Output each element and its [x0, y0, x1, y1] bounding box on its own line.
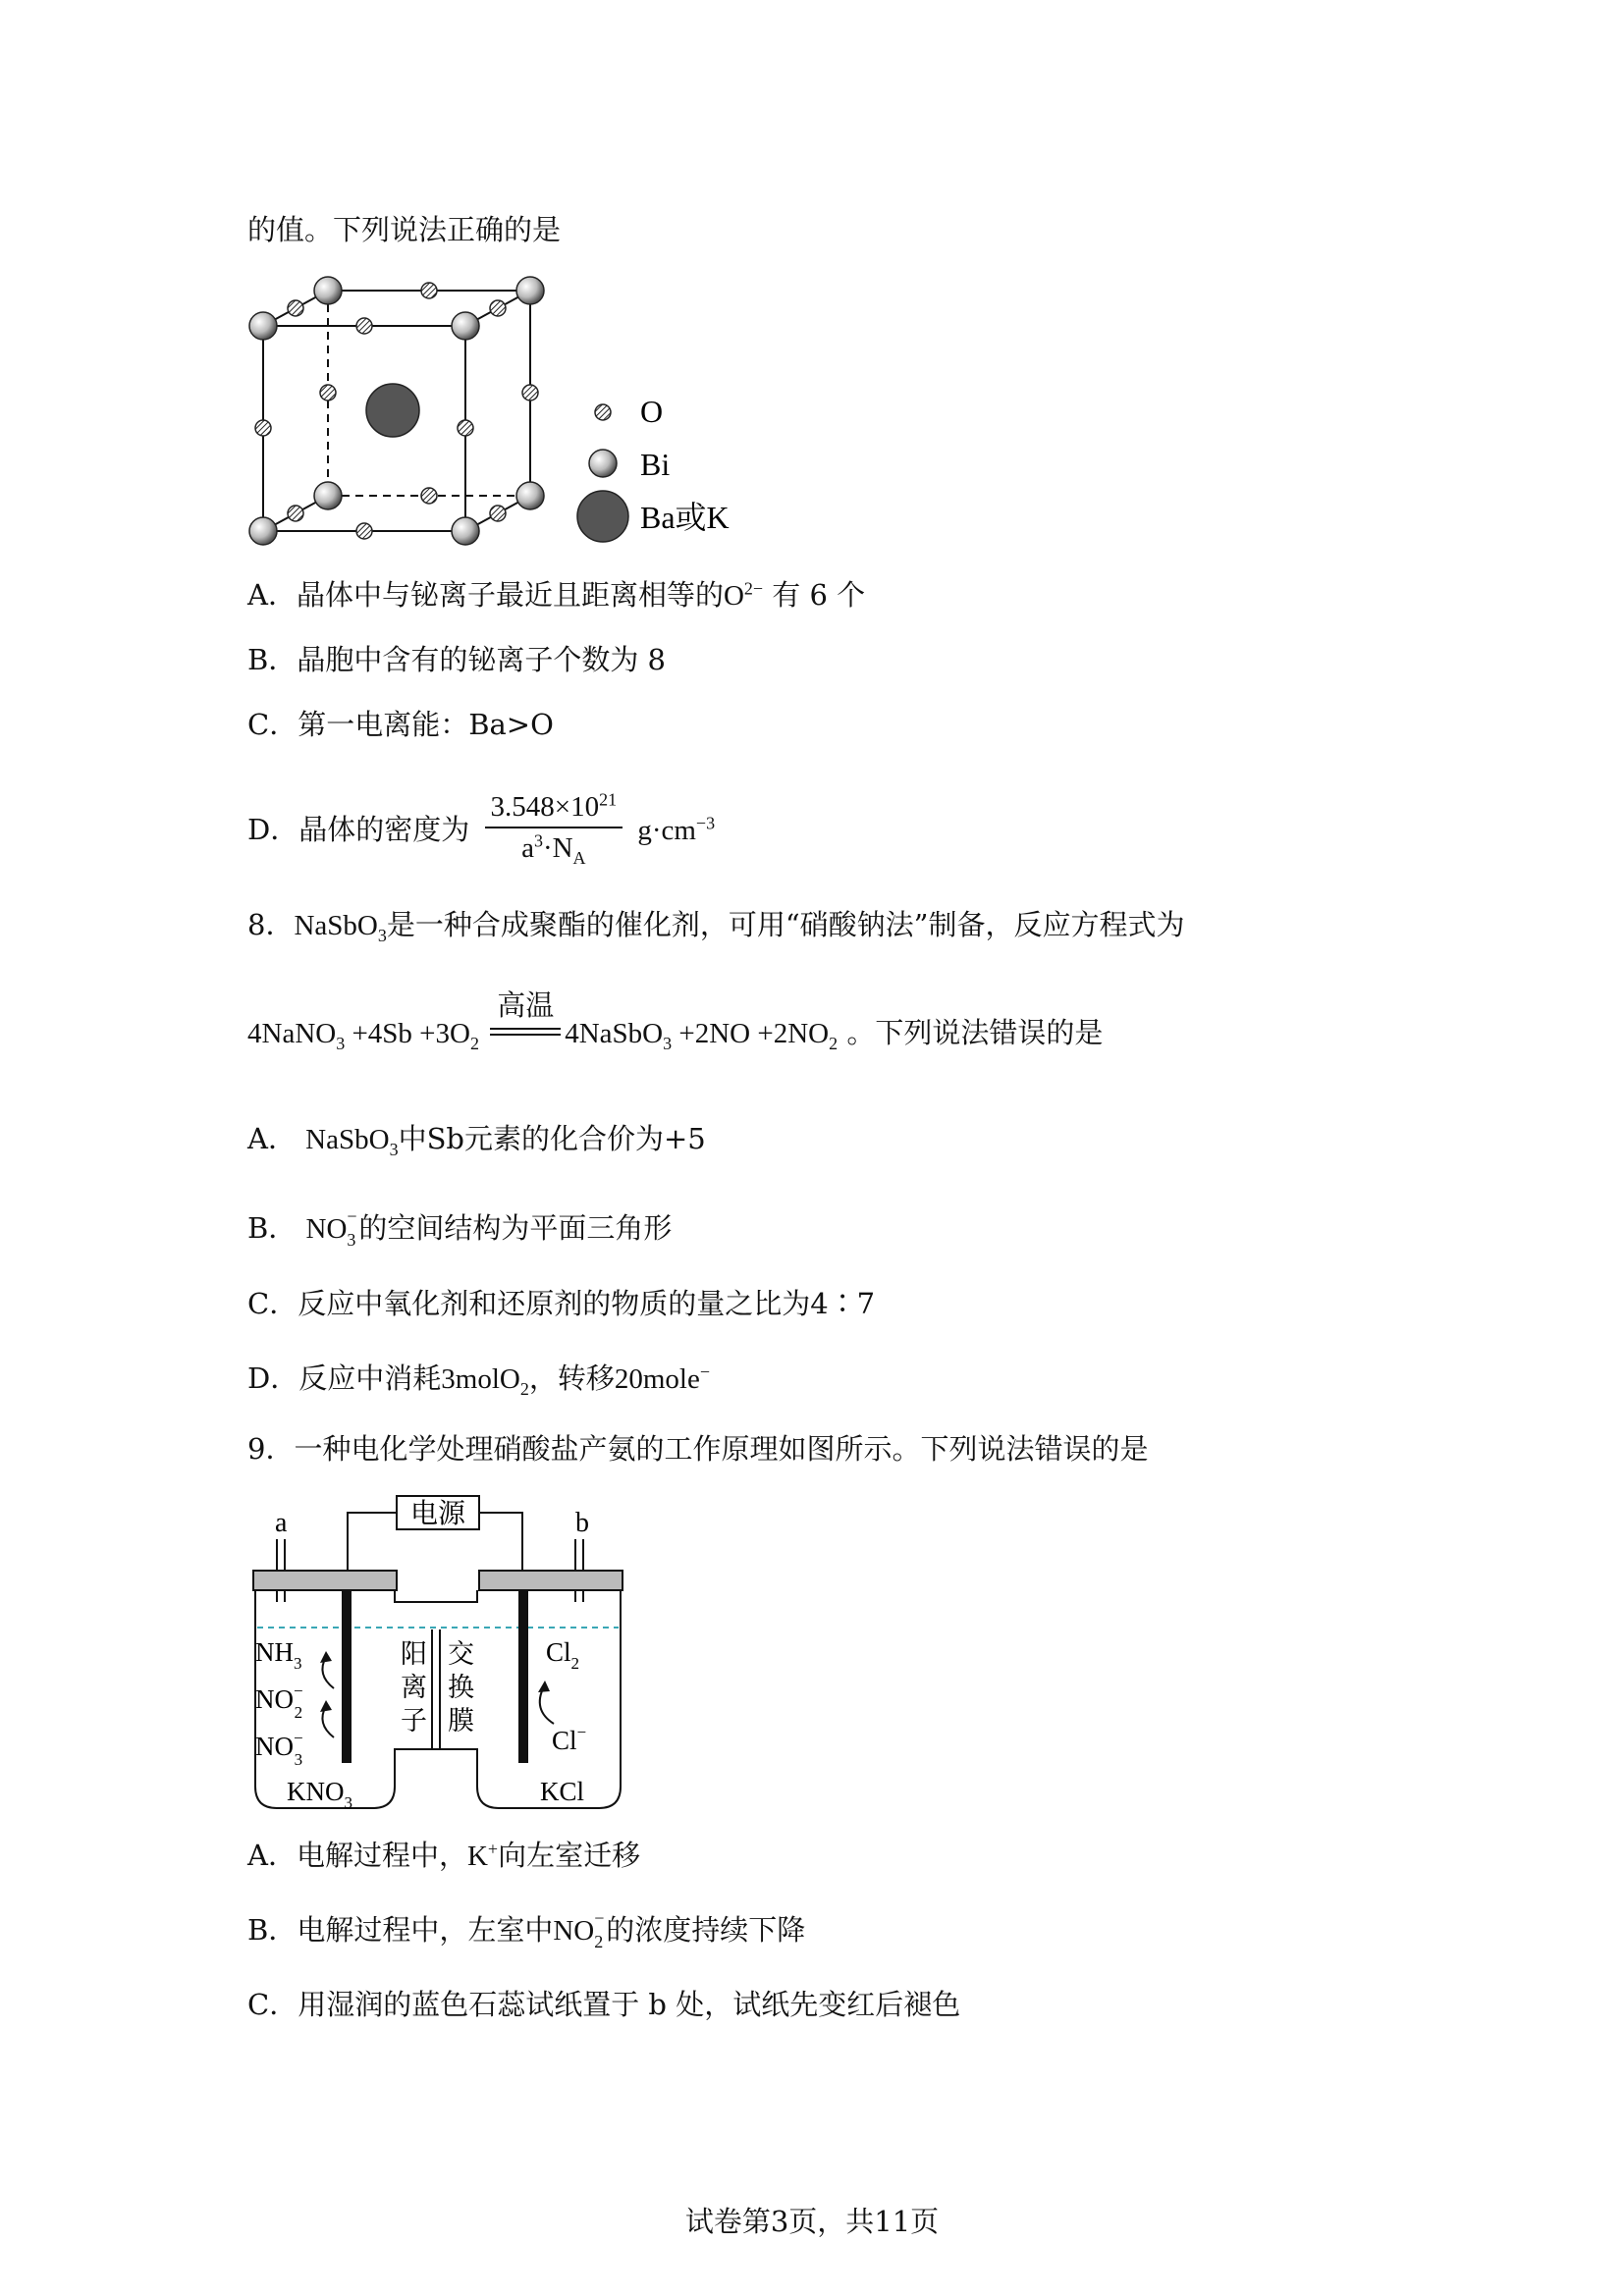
- q7-option-c: C．第一电离能：Ba>O: [247, 708, 554, 741]
- label-a: a: [275, 1508, 288, 1538]
- species-no3: NO− 3: [255, 1729, 303, 1769]
- right-solution-label: KCl: [540, 1777, 585, 1806]
- membrane-char: 阳: [401, 1639, 427, 1669]
- legend-bak-swatch: [577, 491, 628, 542]
- ba-k-atom: [366, 384, 419, 437]
- q7-option-a: A．晶体中与铋离子最近且距离相等的$O^{2-}$ 有 6 个: [247, 578, 866, 612]
- label-b: b: [575, 1508, 589, 1538]
- membrane-char: 离: [401, 1673, 427, 1702]
- q8-option-b: B． NO − 3 的空间结构为平面三角形: [247, 1206, 673, 1250]
- membrane-char: 交: [448, 1639, 474, 1669]
- membrane-char: 膜: [448, 1706, 474, 1735]
- q8-stem: 8．NaSbO$_3$是一种合成聚酯的催化剂，可用“硝酸钠法”制备，反应方程式为: [247, 908, 1185, 945]
- q8-option-a: A． NaSbO$_3$中Sb元素的化合价为+5: [247, 1122, 706, 1159]
- q8-equation: 4NaNO$_3$ $+4Sb +3O_2$ 高温 4NaSbO$_3$ $+2NO +2NO_2$ 。下列说法错误的是: [247, 990, 1104, 1053]
- power-label: 电源: [409, 1497, 466, 1529]
- legend-bi-label: Bi: [640, 447, 671, 482]
- legend-o-swatch: [595, 404, 611, 420]
- q9-option-a: A．电解过程中，K+向左室迁移: [247, 1839, 641, 1872]
- electrolysis-diagram: [245, 1492, 638, 1816]
- density-fraction: $\frac{3.548\times 10^{21}}{a^3\cdot N_A}$: [485, 789, 623, 866]
- q7-option-d: D．晶体的密度为 $\frac{3.548\times 10^{21}}{a^3\cdot N_A}$ $g\cdot cm^{-3}$: [247, 789, 716, 868]
- species-nh3: $NH_3$: [255, 1637, 302, 1673]
- legend-bi-swatch: [589, 450, 617, 477]
- species-cl2: $Cl_2$: [546, 1637, 580, 1673]
- membrane-char: 子: [401, 1706, 427, 1735]
- left-solution-label: $KNO_3$: [287, 1777, 352, 1812]
- species-no2: NO− 2: [255, 1682, 303, 1722]
- q7-option-b: B．晶胞中含有的铋离子个数为 8: [247, 643, 666, 676]
- legend-bak-label: Ba或K: [640, 500, 730, 535]
- legend-o-label: O: [640, 394, 664, 429]
- intro-text: 的值。下列说法正确的是: [247, 213, 562, 246]
- membrane-char: 换: [448, 1673, 474, 1702]
- reaction-condition-arrow: 高温: [488, 1018, 563, 1053]
- crystal-cell-diagram: [236, 265, 766, 560]
- q8-option-c: C．反应中氧化剂和还原剂的物质的量之比为4∶7: [247, 1287, 876, 1320]
- q9-option-c: C．用湿润的蓝色石蕊试纸置于 b 处，试纸先变红后褪色: [247, 1988, 961, 2021]
- species-cl-ion: Cl−: [552, 1723, 587, 1755]
- q8-option-d: D．反应中消耗3molO$_2$，转移20mole−: [247, 1362, 711, 1399]
- q9-option-b: B．电解过程中，左室中NO − 2 的浓度持续下降: [247, 1908, 806, 1951]
- q9-stem: 9．一种电化学处理硝酸盐产氨的工作原理如图所示。下列说法错误的是: [247, 1432, 1149, 1466]
- page-footer: 试卷第3页，共11页: [684, 2205, 940, 2238]
